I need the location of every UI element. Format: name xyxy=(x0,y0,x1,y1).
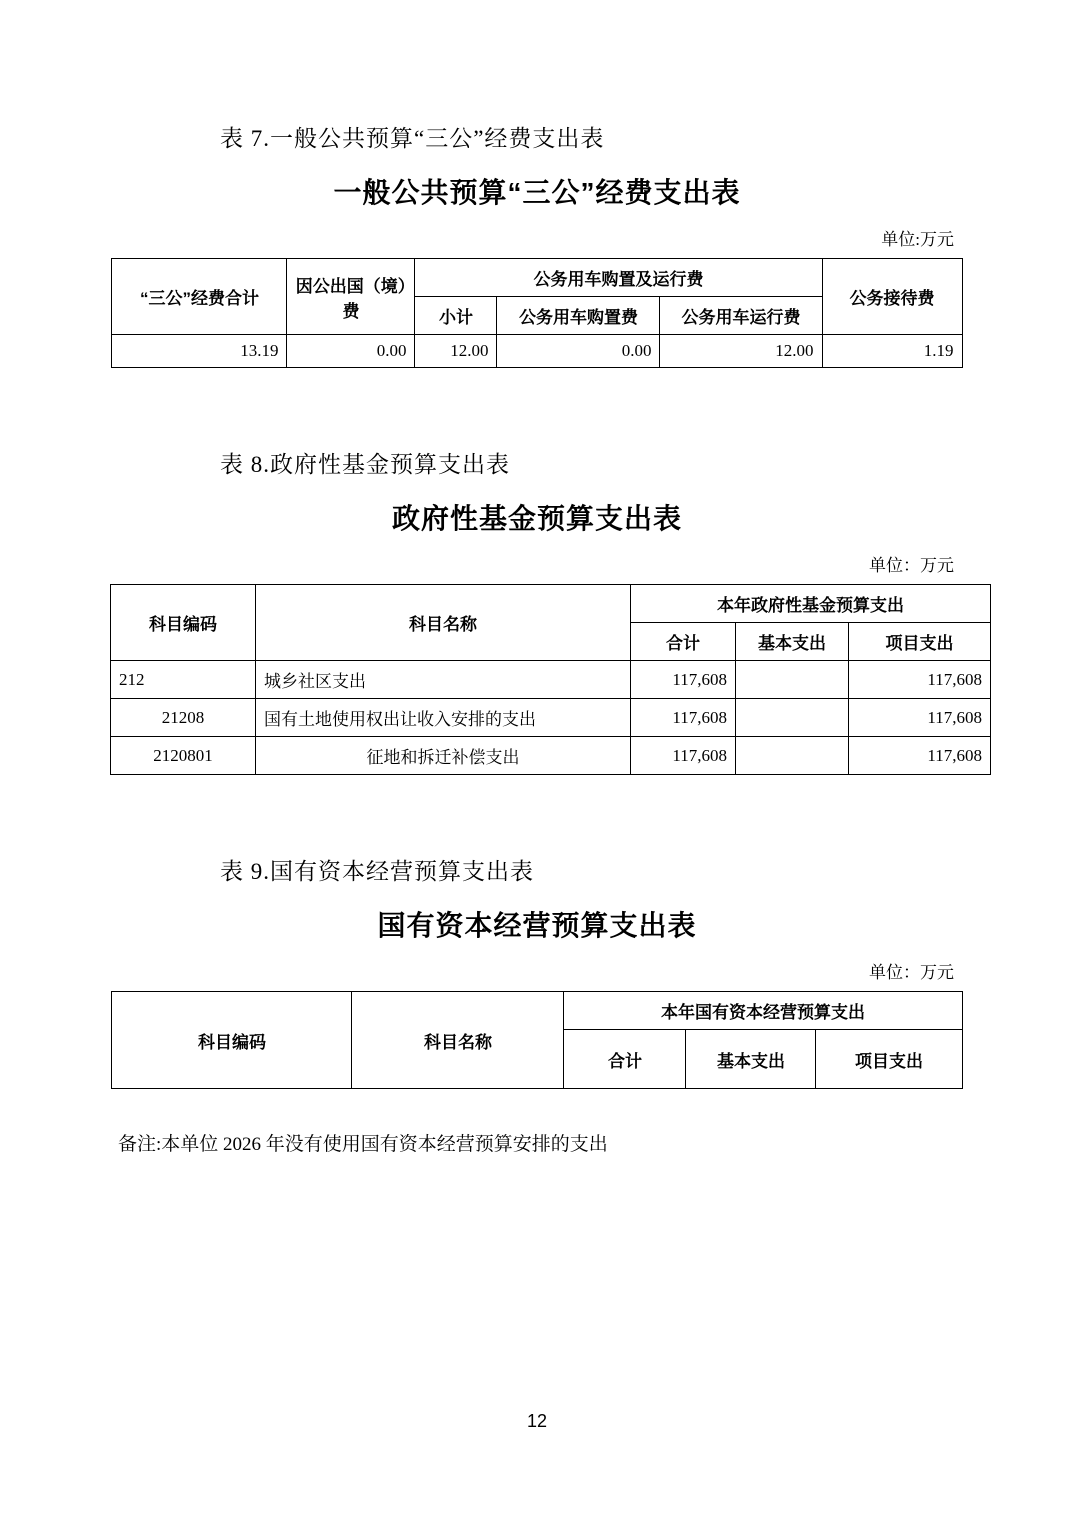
table9-header-total: 合计 xyxy=(564,1030,686,1089)
spacer xyxy=(110,775,964,853)
table8-unit: 单位：万元 xyxy=(869,556,954,575)
table7-header-row-1 xyxy=(112,259,962,297)
table8-row2-project: 117,608 xyxy=(849,737,991,775)
table9-header-row-1 xyxy=(112,992,962,1030)
table7-header-vehicle-subtotal: 小计 xyxy=(415,297,497,335)
section-table7 xyxy=(110,120,964,368)
table7-header-vehicle-operation: 公务用车运行费 xyxy=(660,297,822,335)
section-table9 xyxy=(110,853,964,1156)
table9-caption: 表 9.国有资本经营预算支出表 xyxy=(220,859,534,884)
table7-value-vehicle-purchase: 0.00 xyxy=(497,335,660,368)
page-number: 12 xyxy=(526,1411,548,1431)
table9-title: 国有资本经营预算支出表 xyxy=(377,910,697,941)
table7-caption: 表 7.一般公共预算“三公”经费支出表 xyxy=(220,126,605,151)
table7-value-vehicle-subtotal: 12.00 xyxy=(415,335,497,368)
table7-header-vehicle-group: 公务用车购置及运行费 xyxy=(415,259,822,297)
section-table8 xyxy=(110,446,982,775)
table-row xyxy=(111,661,991,699)
table9-note: 备注:本单位 2026 年没有使用国有资本经营预算安排的支出 xyxy=(118,1134,608,1155)
table7-header-vehicle-purchase: 公务用车购置费 xyxy=(497,297,660,335)
table-row xyxy=(112,335,962,368)
table8-header-row-1 xyxy=(111,585,991,623)
table8-row1-code: 21208 xyxy=(111,699,256,737)
table8-header-code: 科目编码 xyxy=(111,585,256,661)
spacer xyxy=(110,368,964,446)
table8-row0-total: 117,608 xyxy=(631,661,736,699)
table8-header-group: 本年政府性基金预算支出 xyxy=(631,585,991,623)
table8-row1-basic xyxy=(736,699,849,737)
table7-unit: 单位:万元 xyxy=(881,230,954,249)
table8-row0-code: 212 xyxy=(111,661,256,699)
table9-header-project: 项目支出 xyxy=(816,1030,962,1089)
table9-header-code: 科目编码 xyxy=(112,992,352,1089)
table7-value-total: 13.19 xyxy=(112,335,287,368)
table8-row1-name: 国有土地使用权出让收入安排的支出 xyxy=(256,699,631,737)
table9-unit: 单位：万元 xyxy=(869,963,954,982)
table7-title: 一般公共预算“三公”经费支出表 xyxy=(333,177,741,208)
table8-caption: 表 8.政府性基金预算支出表 xyxy=(220,452,510,477)
table8-row2-basic xyxy=(736,737,849,775)
table-row xyxy=(111,737,991,775)
table8-row2-total: 117,608 xyxy=(631,737,736,775)
table8-header-project: 项目支出 xyxy=(849,623,991,661)
table8-row1-project: 117,608 xyxy=(849,699,991,737)
table9-header-basic: 基本支出 xyxy=(686,1030,816,1089)
table7-value-vehicle-operation: 12.00 xyxy=(660,335,822,368)
table8-row0-name: 城乡社区支出 xyxy=(256,661,631,699)
table7 xyxy=(111,258,962,368)
table8-row1-total: 117,608 xyxy=(631,699,736,737)
table8-row2-name: 征地和拆迁补偿支出 xyxy=(256,737,631,775)
table7-header-abroad: 因公出国（境）费 xyxy=(287,259,415,335)
table7-header-total: “三公”经费合计 xyxy=(112,259,287,335)
table9 xyxy=(111,991,962,1089)
table7-value-abroad: 0.00 xyxy=(287,335,415,368)
table8-row0-project: 117,608 xyxy=(849,661,991,699)
table7-header-reception: 公务接待费 xyxy=(822,259,962,335)
table9-header-name: 科目名称 xyxy=(352,992,564,1089)
table8 xyxy=(110,584,991,775)
table7-value-reception: 1.19 xyxy=(822,335,962,368)
table9-header-group: 本年国有资本经营预算支出 xyxy=(564,992,962,1030)
table8-title: 政府性基金预算支出表 xyxy=(391,503,682,534)
table8-row0-basic xyxy=(736,661,849,699)
table8-header-basic: 基本支出 xyxy=(736,623,849,661)
table8-row2-code: 2120801 xyxy=(111,737,256,775)
table8-header-total: 合计 xyxy=(631,623,736,661)
table8-header-name: 科目名称 xyxy=(256,585,631,661)
table-row xyxy=(111,699,991,737)
